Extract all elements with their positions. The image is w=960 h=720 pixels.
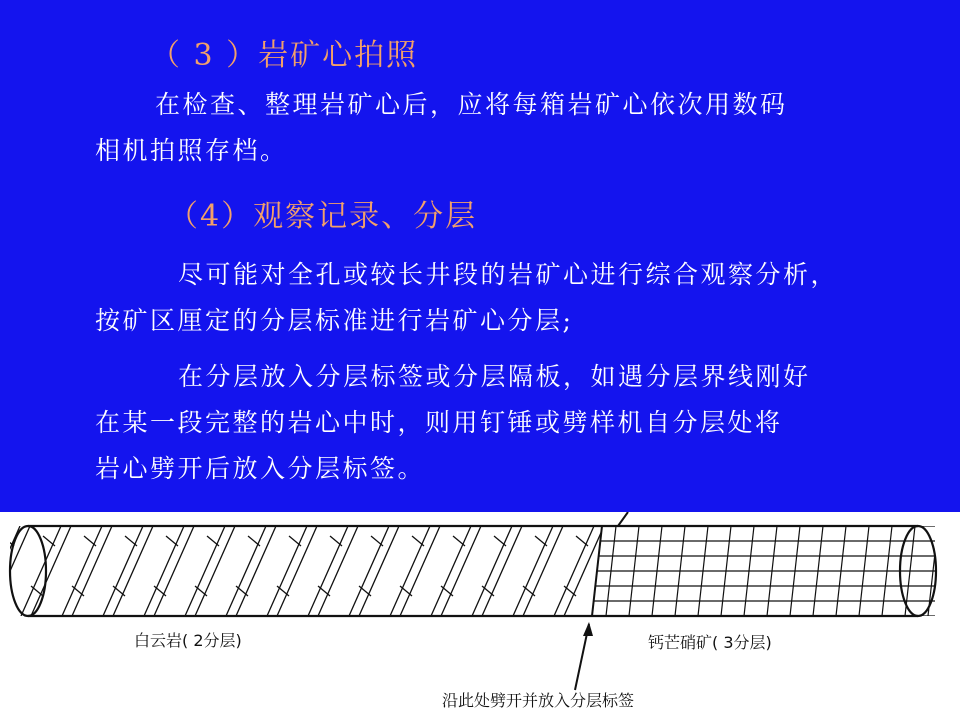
- dolomite-hatch-line: [226, 526, 266, 616]
- section4-para2-line3: 岩心劈开后放入分层标签。: [95, 454, 426, 483]
- dolomite-tick: [494, 536, 506, 546]
- dolomite-hatch-line: [349, 526, 389, 616]
- dolomite-tick: [453, 536, 465, 546]
- section4-para2-line1: 在分层放入分层标签或分层隔板，如遇分层界线刚好: [178, 362, 811, 391]
- section4-para1-line2: 按矿区厘定的分层标准进行岩矿心分层;: [95, 306, 574, 335]
- section3-para-line2: 相机拍照存档。: [95, 136, 288, 165]
- dolomite-hatch-line: [482, 526, 522, 616]
- dolomite-hatch-line: [236, 526, 276, 616]
- dolomite-tick: [371, 536, 383, 546]
- dolomite-hatch-line: [267, 526, 307, 616]
- dolomite-hatch-line: [103, 526, 143, 616]
- dolomite-tick: [125, 536, 137, 546]
- mirabilite-label: 钙芒硝矿( 3分层): [648, 633, 772, 652]
- dolomite-tick: [605, 586, 617, 596]
- dolomite-tick: [576, 536, 588, 546]
- dolomite-tick: [43, 536, 55, 546]
- dolomite-tick: [207, 536, 219, 546]
- dolomite-hatch-line: [523, 526, 563, 616]
- dolomite-tick: [166, 536, 178, 546]
- dolomite-hatch-line: [185, 526, 225, 616]
- mirabilite-grid-line: [560, 526, 570, 616]
- split-tick: [618, 512, 628, 526]
- dolomite-tick: [84, 536, 96, 546]
- dolomite-tick: [646, 586, 658, 596]
- dolomite-hatch-line: [277, 526, 317, 616]
- dolomite-hatch-line: [390, 526, 430, 616]
- dolomite-hatch-line: [400, 526, 440, 616]
- dolomite-hatch-line: [513, 526, 553, 616]
- dolomite-label: 白云岩( 2分层): [134, 631, 242, 650]
- dolomite-tick: [289, 536, 301, 546]
- dolomite-hatch-line: [431, 526, 471, 616]
- dolomite-section: [0, 526, 686, 616]
- section3-heading: （ 3 ）岩矿心拍照: [150, 38, 419, 73]
- dolomite-hatch-line: [554, 526, 594, 616]
- mirabilite-grid-line: [951, 526, 960, 616]
- dolomite-tick: [248, 536, 260, 546]
- dolomite-hatch-line: [72, 526, 112, 616]
- section3-para-line1: 在检查、整理岩矿心后，应将每箱岩矿心依次用数码: [155, 90, 788, 119]
- section4-heading: （4）观察记录、分层: [168, 199, 478, 234]
- dolomite-hatch-line: [318, 526, 358, 616]
- dolomite-hatch-line: [441, 526, 481, 616]
- dolomite-hatch-line: [31, 526, 71, 616]
- dolomite-hatch-line: [144, 526, 184, 616]
- dolomite-tick: [2, 536, 14, 546]
- dolomite-hatch-line: [113, 526, 153, 616]
- dolomite-hatch-line: [195, 526, 235, 616]
- section4-para1-line1: 尽可能对全孔或较长井段的岩矿心进行综合观察分析，: [178, 260, 839, 289]
- dolomite-tick: [0, 586, 2, 596]
- dolomite-hatch-line: [62, 526, 102, 616]
- dolomite-tick: [330, 536, 342, 546]
- dolomite-hatch-line: [472, 526, 512, 616]
- dolomite-tick: [412, 536, 424, 546]
- split-label: 沿此处劈开并放入分层标签: [442, 691, 635, 710]
- dolomite-hatch-line: [359, 526, 399, 616]
- section4-para2-line2: 在某一段完整的岩心中时，则用钉锤或劈样机自分层处将: [95, 408, 783, 437]
- dolomite-hatch-line: [308, 526, 348, 616]
- dolomite-tick: [535, 536, 547, 546]
- dolomite-hatch-line: [154, 526, 194, 616]
